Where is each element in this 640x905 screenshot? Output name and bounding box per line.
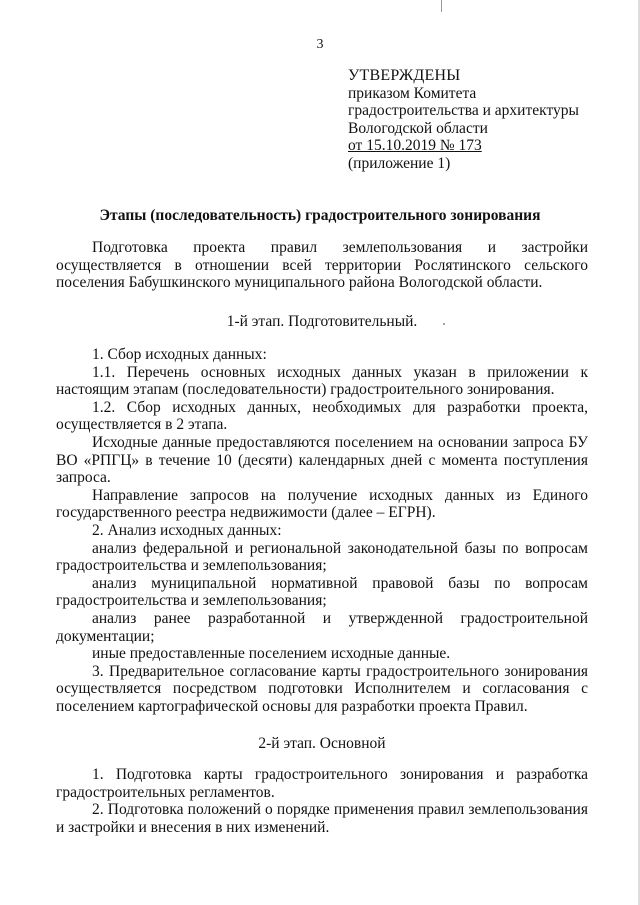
stage2-body <box>56 766 588 836</box>
page-number: 3 <box>316 37 324 52</box>
stage1-paragraph: 1. Сбор исходных данных: <box>92 346 267 363</box>
stage2-title-block <box>56 735 588 753</box>
approval-line: градостроительства и архитектуры <box>348 102 579 120</box>
stage2-title: 2-й этап. Основной <box>258 735 386 752</box>
approval-block <box>348 67 618 173</box>
stage1-paragraph: анализ муниципальной нормативной правовой базы по вопросам градостроительства и землепользования; <box>56 574 588 610</box>
stage1-paragraph: 1.2. Сбор исходных данных, необходимых для разработки проекта, осуществляется в 2 этапа. <box>56 398 588 434</box>
approval-line: Вологодской области <box>348 119 488 137</box>
stage2-paragraph: 2. Подготовка положений о порядке применения правил землепользования и застройки и внесения в них изменений. <box>56 801 588 836</box>
intro-block <box>56 239 588 292</box>
stage1-paragraph: анализ ранее разработанной и утвержденной градостроительной документации; <box>56 609 588 645</box>
approval-line: (приложение 1) <box>348 154 451 172</box>
intro-paragraph: Подготовка проекта правил землепользования и застройки осуществляется в отношении всей территории Рослятинского сельского поселения Бабушкинского муниципального района Вологодской области. <box>56 239 588 292</box>
document-heading: Этапы (последовательность) градостроительного зонирования <box>99 207 541 224</box>
stage2-paragraph: 1. Подготовка карты градостроительного зонирования и разработка градостроительных регламентов. <box>56 766 588 801</box>
stage1-paragraph: 1.1. Перечень основных исходных данных указан в приложении к настоящим этапам (последовательности) градостроительного зонирования. <box>56 363 588 399</box>
stage1-paragraph: иные предоставленные поселением исходные данные. <box>92 645 451 663</box>
approval-order-number: от 15.10.2019 № 173 <box>348 137 482 155</box>
stage1-title-block <box>56 313 588 331</box>
stage1-paragraph: анализ федеральной и региональной законодательной базы по вопросам градостроительства и землепользования; <box>56 539 588 575</box>
stage1-paragraph: Исходные данные предоставляются поселением на основании запроса БУ ВО «РПГЦ» в течение 10 (десяти) календарных дней с момента поступления запроса. <box>56 433 588 487</box>
stage1-paragraph: 2. Анализ исходных данных: <box>92 521 282 539</box>
scan-mark <box>441 0 442 12</box>
stage1-paragraph: 3. Предварительное согласование карты градостроительного зонирования осуществляется посредством подготовки Исполнителем и согласования с поселением картографической основы для разработки проекта Правил. <box>56 662 588 715</box>
stage1-paragraph: Направление запросов на получение исходных данных из Единого государственного реестра недвижимости (далее – ЕГРН). <box>56 486 588 522</box>
stage1-body <box>56 346 588 715</box>
approval-line: приказом Комитета <box>348 84 477 102</box>
stage1-title: 1-й этап. Подготовительный. <box>226 313 418 330</box>
approval-title: УТВЕРЖДЕНЫ <box>348 67 461 84</box>
